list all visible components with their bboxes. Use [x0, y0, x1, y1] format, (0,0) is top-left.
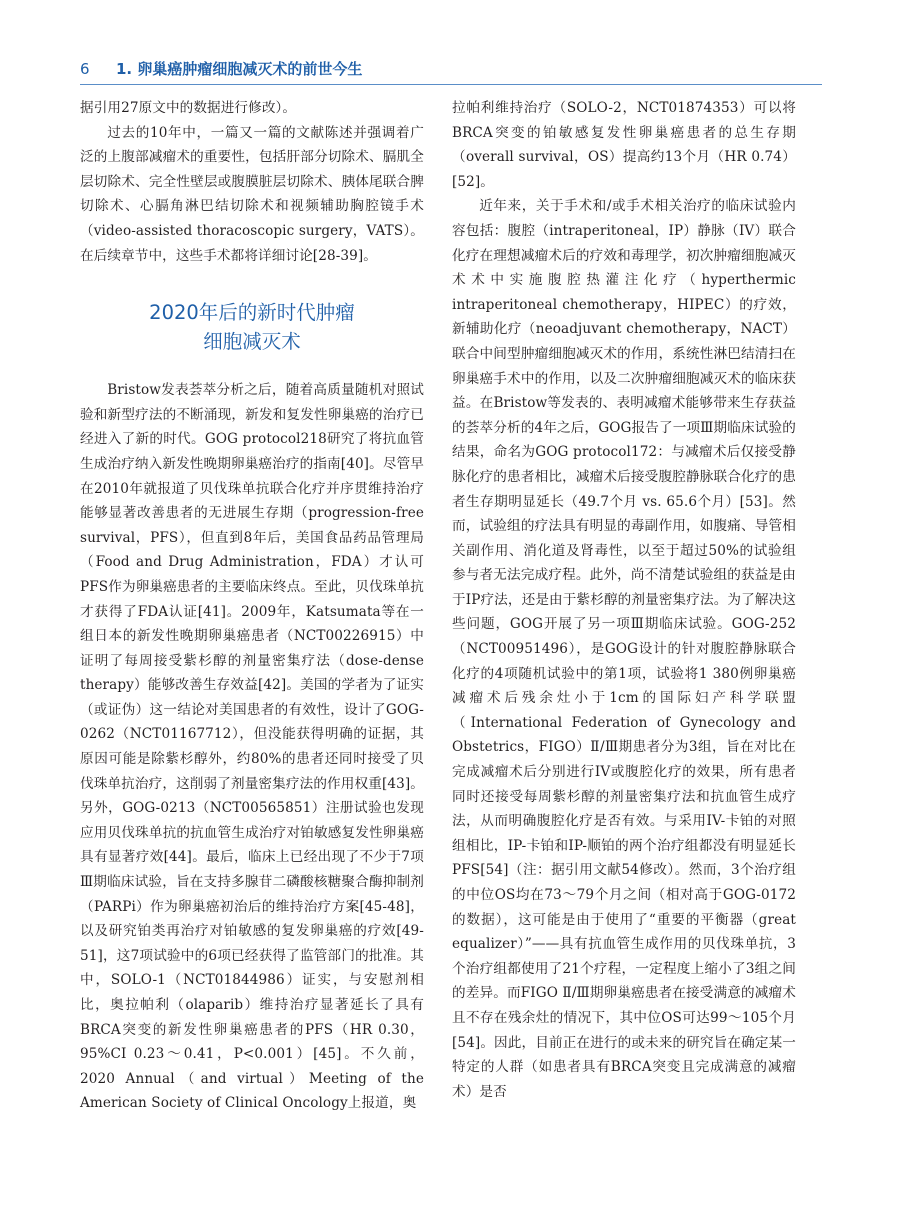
- header-rule: [80, 84, 822, 85]
- right-column: [452, 96, 796, 1104]
- paragraph-continued: 据引用27原文中的数据进行修改）。: [80, 100, 297, 116]
- left-column: [80, 96, 424, 1116]
- paragraph-new-era: Bristow发表荟萃分析之后，随着高质量随机对照试验和新型疗法的不断涌现，新发和复发性卵巢癌的治疗已经进入了新的时代。GOG protocol218研究了将抗血管生成治疗纳入新发性晚期卵巢癌治疗的指南[40]。尽管早在2010年就报道了贝伐珠单抗联合化疗并序贯维持治疗能够显著改善患者的无进展生存期（progression-free survival，PFS），但直到8年后，美国食品药品管理局（Food and Drug Administration，FDA）才认可PFS作为卵巢癌患者的主要临床终点。至此，贝伐珠单抗才获得了FDA认证[41]。2009年，Katsumata等在一组日本的新发性晚期卵巢癌患者（NCT00226915）中证明了每周接受紫杉醇的剂量密集疗法（dose-dense therapy）能够改善生存效益[42]。美国的学者为了证实（或证伪）这一结论对美国患者的有效性，设计了GOG-0262（NCT01167712），但没能获得明确的证据，其原因可能是除紫杉醇外，约80%的患者还同时接受了贝伐珠单抗治疗，这削弱了剂量密集疗法的作用权重[43]。另外，GOG-0213（NCT00565851）注册试验也发现应用贝伐珠单抗的抗血管生成治疗对铂敏感复发性卵巢癌具有显著疗效[44]。最后，临床上已经出现了不少于7项Ⅲ期临床试验，旨在支持多腺苷二磷酸核糖聚合酶抑制剂（PARPi）作为卵巢癌初治后的维持治疗方案[45-48]，以及研究铂类再治疗对铂敏感的复发卵巢癌的疗效[49-51]，这7项试验中的6项已经获得了监管部门的批准。其中，SOLO-1（NCT01844986）证实，与安慰剂相比，奥拉帕利（olaparib）维持治疗显著延长了具有BRCA突变的新发性卵巢癌患者的PFS（HR 0.30，95%CI 0.23～0.41，P<0.001）[45]。不久前，2020 Annual（and virtual）Meeting of the American Society of Clinical Oncology上报道，奥: [80, 382, 424, 1112]
- chapter-title: 1. 卵巢癌肿瘤细胞减灭术的前世今生: [116, 60, 363, 78]
- paragraph-solo2: 拉帕利维持治疗（SOLO-2，NCT01874353）可以将BRCA突变的铂敏感复发性卵巢癌患者的总生存期（overall survival，OS）提高约13个月（HR 0.74）[52]。: [452, 100, 796, 190]
- section-heading-line-2: 细胞减灭术: [203, 330, 301, 354]
- section-heading-line-1: 2020年后的新时代肿瘤: [149, 301, 355, 325]
- paragraph-clinical-trials: 近年来，关于手术和/或手术相关治疗的临床试验内容包括：腹腔（intraperitoneal，IP）静脉（IV）联合化疗在理想减瘤术后的疗效和毒理学，初次肿瘤细胞减灭术术中实施腹腔热灌注化疗（hyperthermic intraperitoneal chemotherapy，HIPEC）的疗效，新辅助化疗（neoadjuvant chemotherapy，NACT）联合中间型肿瘤细胞减灭术的作用，系统性淋巴结清扫在卵巢癌手术中的作用，以及二次肿瘤细胞减灭术的临床获益。在Bristow等发表的、表明减瘤术能够带来生存获益的荟萃分析的4年之后，GOG报告了一项Ⅲ期临床试验的结果，命名为GOG protocol172：与减瘤术后仅接受静脉化疗的患者相比，减瘤术后接受腹腔静脉联合化疗的患者生存期明显延长（49.7个月 vs. 65.6个月）[53]。然而，试验组的疗法具有明显的毒副作用，如腹痛、导管相关副作用、消化道及肾毒性，以至于超过50%的试验组参与者无法完成疗程。此外，尚不清楚试验组的获益是由于IP疗法，还是由于紫杉醇的剂量密集疗法。为了解决这些问题，GOG开展了另一项Ⅲ期临床试验。GOG-252（NCT00951496），是GOG设计的针对腹腔静脉联合化疗的4项随机试验中的第1项，试验将1 380例卵巢癌减瘤术后残余灶小于1cm的国际妇产科学联盟（International Federation of Gynecology and Obstetrics，FIGO）Ⅱ/Ⅲ期患者分为3组，旨在对比在完成减瘤术后分别进行IV或腹腔化疗的效果，所有患者同时还接受每周紫杉醇的剂量密集疗法和抗血管生成疗法，从而明确腹腔化疗是否有效。与采用IV-卡铂的对照组相比，IP-卡铂和IP-顺铂的两个治疗组都没有明显延长PFS[54]（注：据引用文献54修改）。然而，3个治疗组的中位OS均在73～79个月之间（相对高于GOG-0172的数据），这可能是由于使用了“重要的平衡器（great equalizer）”——具有抗血管生成作用的贝伐珠单抗，3个治疗组都使用了21个疗程，一定程度上缩小了3组之间的差异。而FIGO Ⅱ/Ⅲ期卵巢癌患者在接受满意的减瘤术且不存在残余灶的情况下，其中位OS可达99～105个月[54]。因此，目前正在进行的或未来的研究旨在确定某一特定的人群（如患者具有BRCA突变且完成满意的减瘤术）是否: [452, 198, 796, 1100]
- running-header: [80, 58, 362, 84]
- paragraph-upper-abdominal-surgery: 过去的10年中，一篇又一篇的文献陈述并强调着广泛的上腹部减瘤术的重要性，包括肝部分切除术、膈肌全层切除术、完全性壁层或腹膜脏层切除术、胰体尾联合脾切除术、心膈角淋巴结切除术和视频辅助胸腔镜手术（video-assisted thoracoscopic surgery，VATS）。在后续章节中，这些手术都将详细讨论[28-39]。: [80, 124, 424, 264]
- page-number: 6: [80, 60, 90, 78]
- section-heading: [80, 298, 424, 356]
